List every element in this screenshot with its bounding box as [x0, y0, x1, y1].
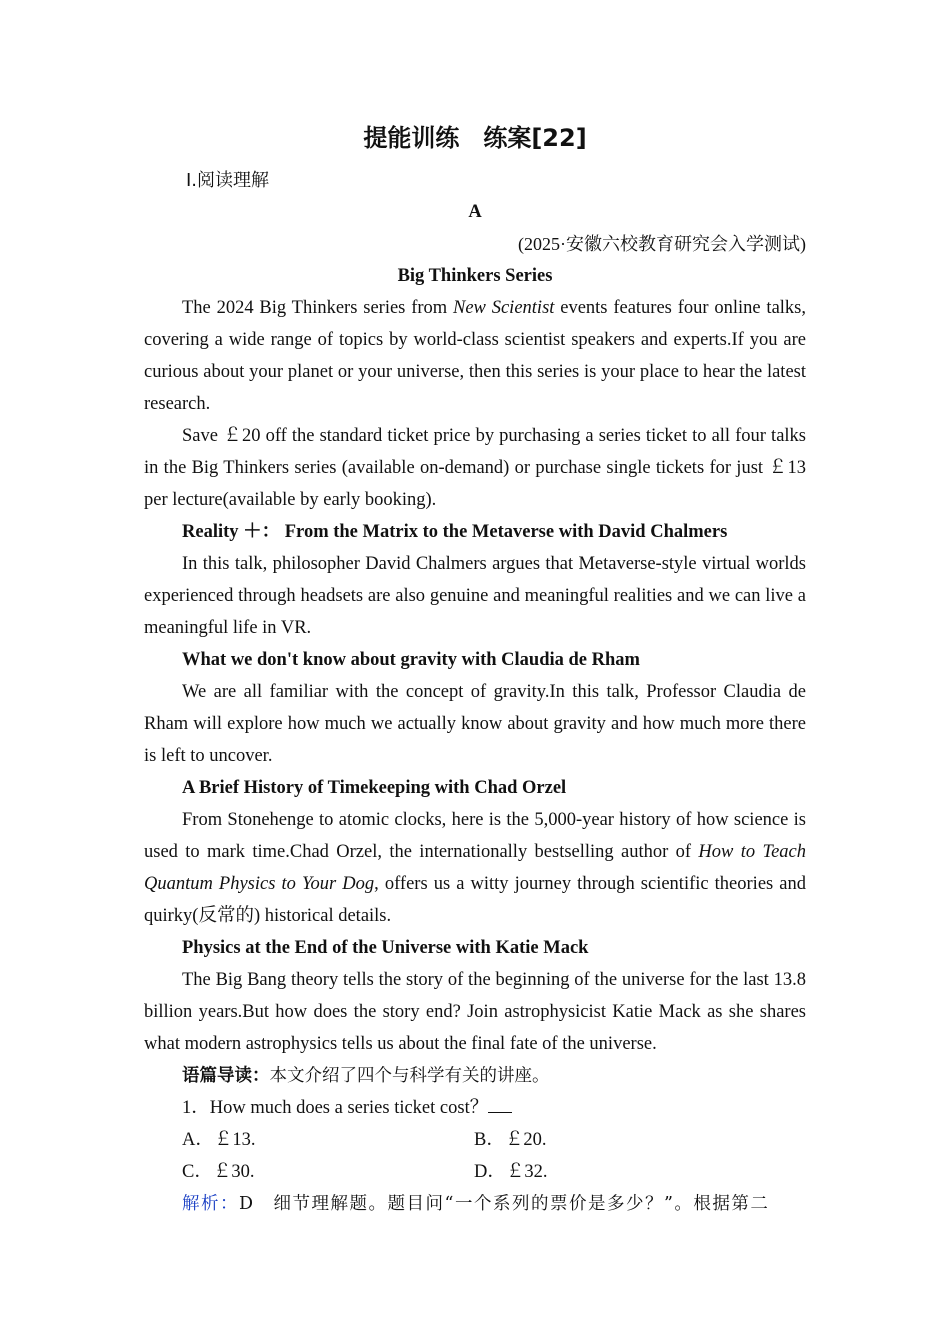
talk-4-body: The Big Bang theory tells the story of the beginning of the universe for the last 13.8 billion years.But how does the story end? Join astrophysicist Katie Mack as she shares what modern astrophysics tells us about the final fate of the universe. — [144, 970, 806, 1054]
options-row-1 — [144, 1124, 806, 1156]
answer-blank — [488, 1092, 512, 1113]
talk-2-title: What we don't know about gravity with Claudia de Rham — [182, 650, 640, 670]
document-page — [144, 118, 806, 1220]
page-title: 提能训练 练案[22] — [363, 124, 587, 152]
talk-2-body: We are all familiar with the concept of gravity.In this talk, Professor Claudia de Rham will explore how much we actually know about gravity and how much more there is left to uncover. — [144, 682, 806, 766]
talk-4-title: Physics at the End of the Universe with Katie Mack — [182, 938, 589, 958]
section-heading: Ⅰ.阅读理解 — [186, 170, 270, 191]
talk-1-title: Reality ＋： From the Matrix to the Metaverse with David Chalmers — [182, 522, 728, 542]
talk-3-body: From Stonehenge to atomic clocks, here is the 5,000-year history of how science is used to mark time.Chad Orzel, the internationally bestselling author of How to Teach Quantum Physics to Your Dog, offers us a witty journey through scientific theories and quirky(反常的) historical details. — [144, 810, 806, 926]
analysis-text: 细节理解题。题目问“一个系列的票价是多少？”。根据第二 — [254, 1194, 770, 1214]
source-note: (2025·安徽六校教育研究会入学测试) — [518, 234, 806, 254]
analysis-line — [144, 1188, 806, 1220]
talk-1-body: In this talk, philosopher David Chalmers argues that Metaverse-style virtual worlds experienced through headsets are also genuine and meaningful realities and we can live a meaningful life in VR. — [144, 554, 806, 638]
option-b: B．￡20. — [474, 1130, 547, 1150]
option-c: C．￡30. — [182, 1162, 255, 1182]
reading-guide: 语篇导读：本文介绍了四个与科学有关的讲座。 — [182, 1066, 550, 1086]
article-title: Big Thinkers Series — [397, 266, 553, 286]
option-d: D．￡32. — [474, 1162, 548, 1182]
options-row-2 — [144, 1156, 806, 1188]
intro-paragraph-2: Save ￡20 off the standard ticket price by purchasing a series ticket to all four talks in the Big Thinkers series (available on-demand) or purchase single tickets for just ￡13 per lecture(available by early booking). — [144, 426, 806, 510]
question-1-stem: 1．How much does a series ticket cost？ — [144, 1092, 806, 1124]
option-a: A．￡13. — [182, 1130, 256, 1150]
intro-paragraph-1: The 2024 Big Thinkers series from New Scientist events features four online talks, covering a wide range of topics by world-class scientist speakers and experts.If you are curious about your planet or your universe, then this series is your place to hear the latest research. — [144, 298, 806, 414]
analysis-answer: D — [239, 1194, 255, 1214]
analysis-label: 解析： — [182, 1194, 239, 1214]
part-label: A — [468, 202, 482, 222]
talk-3-title: A Brief History of Timekeeping with Chad Orzel — [182, 778, 567, 798]
